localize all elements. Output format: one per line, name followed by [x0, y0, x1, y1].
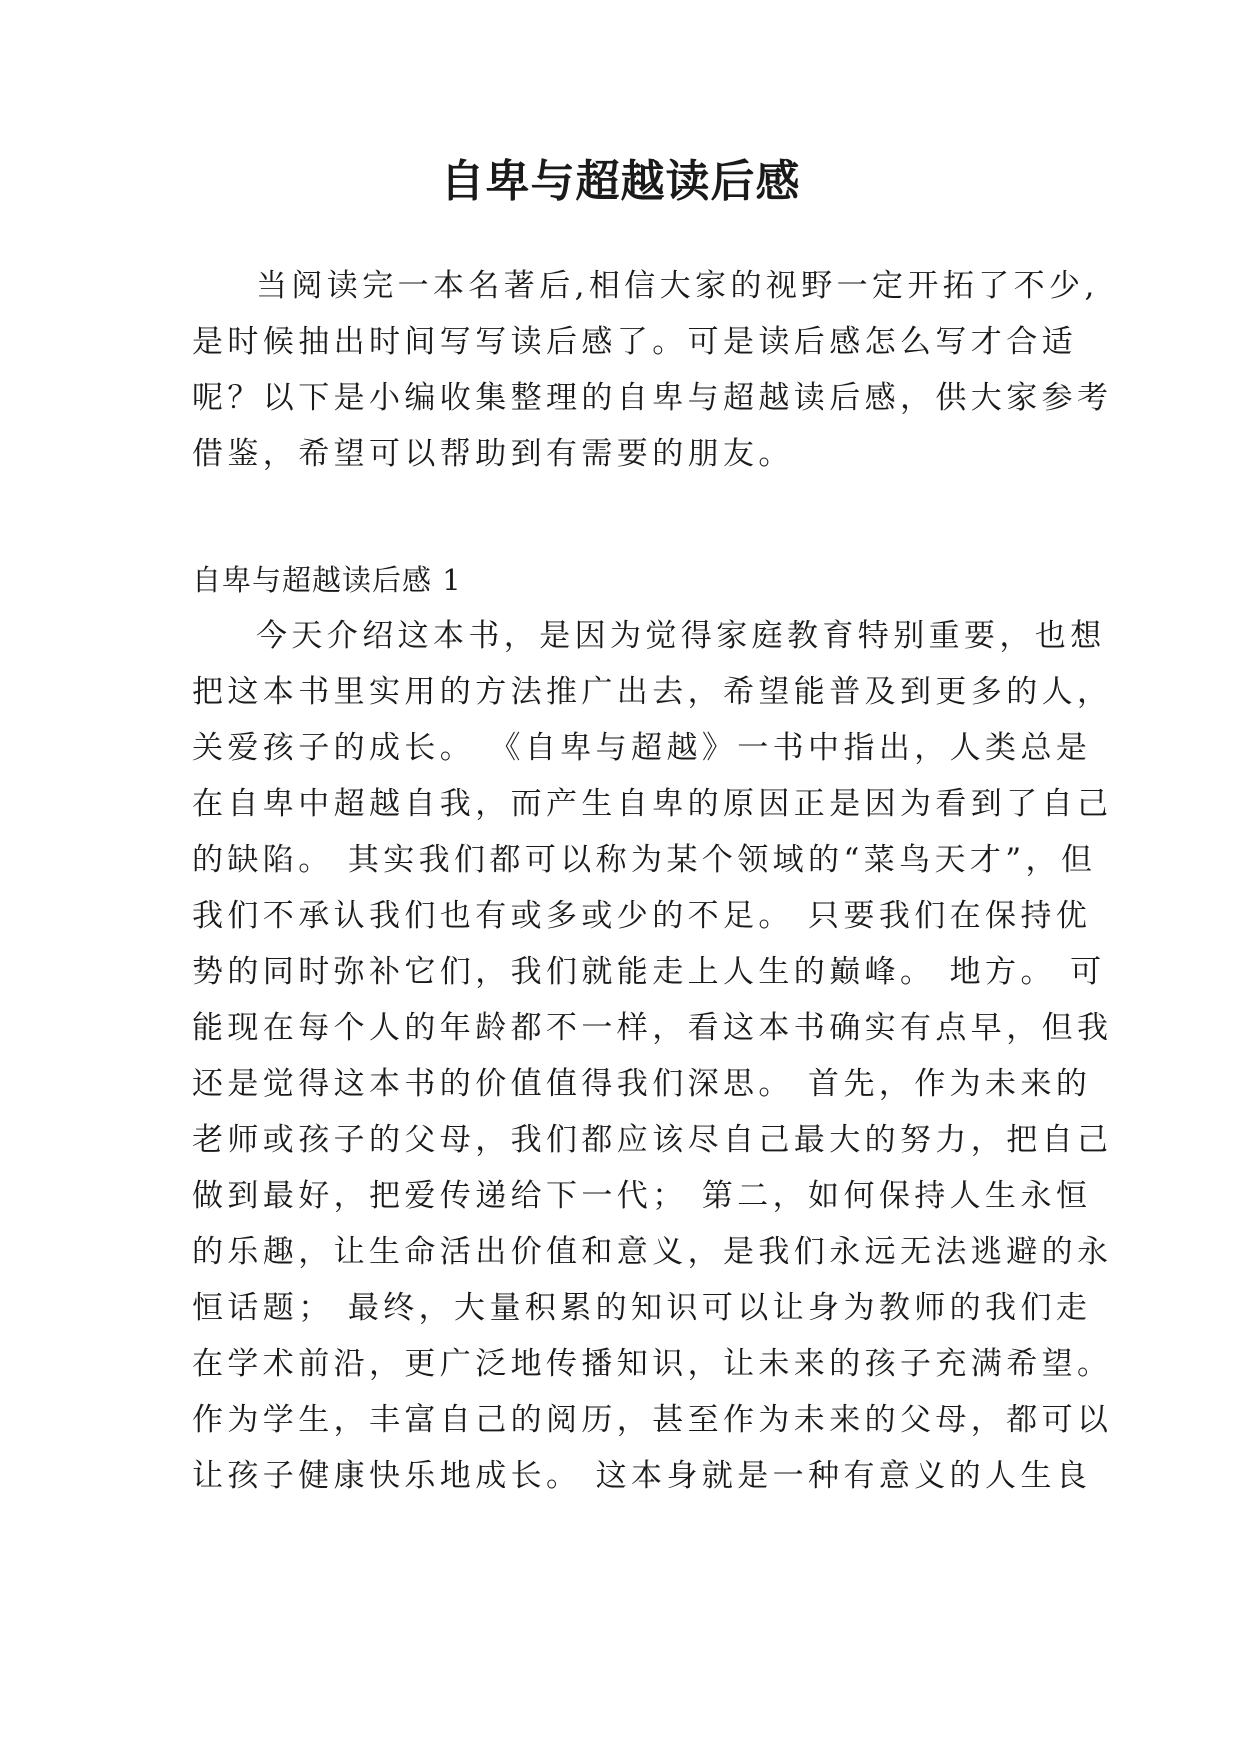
body-line: 恒话题； 最终，大量积累的知识可以让身为教师的我们走 [192, 1290, 1092, 1326]
body-line: 让孩子健康快乐地成长。 这本身就是一种有意义的人生良 [192, 1458, 1092, 1494]
body-line: 在学术前沿，更广泛地传播知识，让未来的孩子充满希望。 [192, 1346, 1113, 1382]
section-heading: 自卑与超越读后感 1 [192, 563, 462, 597]
body-line: 的乐趣，让生命活出价值和意义，是我们永远无法逃避的永 [192, 1234, 1113, 1270]
body-line: 把这本书里实用的方法推广出去，希望能普及到更多的人， [192, 674, 1113, 710]
intro-line: 借鉴，希望可以帮助到有需要的朋友。 [192, 436, 794, 472]
body-line: 做到最好，把爱传递给下一代； 第二，如何保持人生永恒 [192, 1178, 1092, 1214]
body-line: 能现在每个人的年龄都不一样，看这本书确实有点早，但我 [192, 1010, 1113, 1046]
body-line: 今天介绍这本书，是因为觉得家庭教育特别重要，也想 [256, 618, 1106, 654]
body-line: 势的同时弥补它们，我们就能走上人生的巅峰。 地方。 可 [192, 954, 1106, 990]
body-line: 在自卑中超越自我，而产生自卑的原因正是因为看到了自己 [192, 786, 1113, 822]
document-title: 自卑与超越读后感 [440, 156, 801, 207]
body-line: 作为学生，丰富自己的阅历，甚至作为未来的父母，都可以 [192, 1402, 1113, 1438]
intro-line: 呢？以下是小编收集整理的自卑与超越读后感，供大家参考 [192, 380, 1113, 416]
body-line: 老师或孩子的父母，我们都应该尽自己最大的努力，把自己 [192, 1122, 1113, 1158]
body-line: 还是觉得这本书的价值值得我们深思。 首先，作为未来的 [192, 1066, 1092, 1102]
body-line: 关爱孩子的成长。 《自卑与超越》一书中指出，人类总是 [192, 730, 1092, 766]
body-line: 我们不承认我们也有或多或少的不足。 只要我们在保持优 [192, 898, 1092, 934]
body-line: 的缺陷。 其实我们都可以称为某个领域的“菜鸟天才”，但 [192, 842, 1097, 878]
intro-line: 是时候抽出时间写写读后感了。可是读后感怎么写才合适 [192, 324, 1077, 360]
intro-line: 当阅读完一本名著后,相信大家的视野一定开拓了不少, [256, 268, 1099, 304]
